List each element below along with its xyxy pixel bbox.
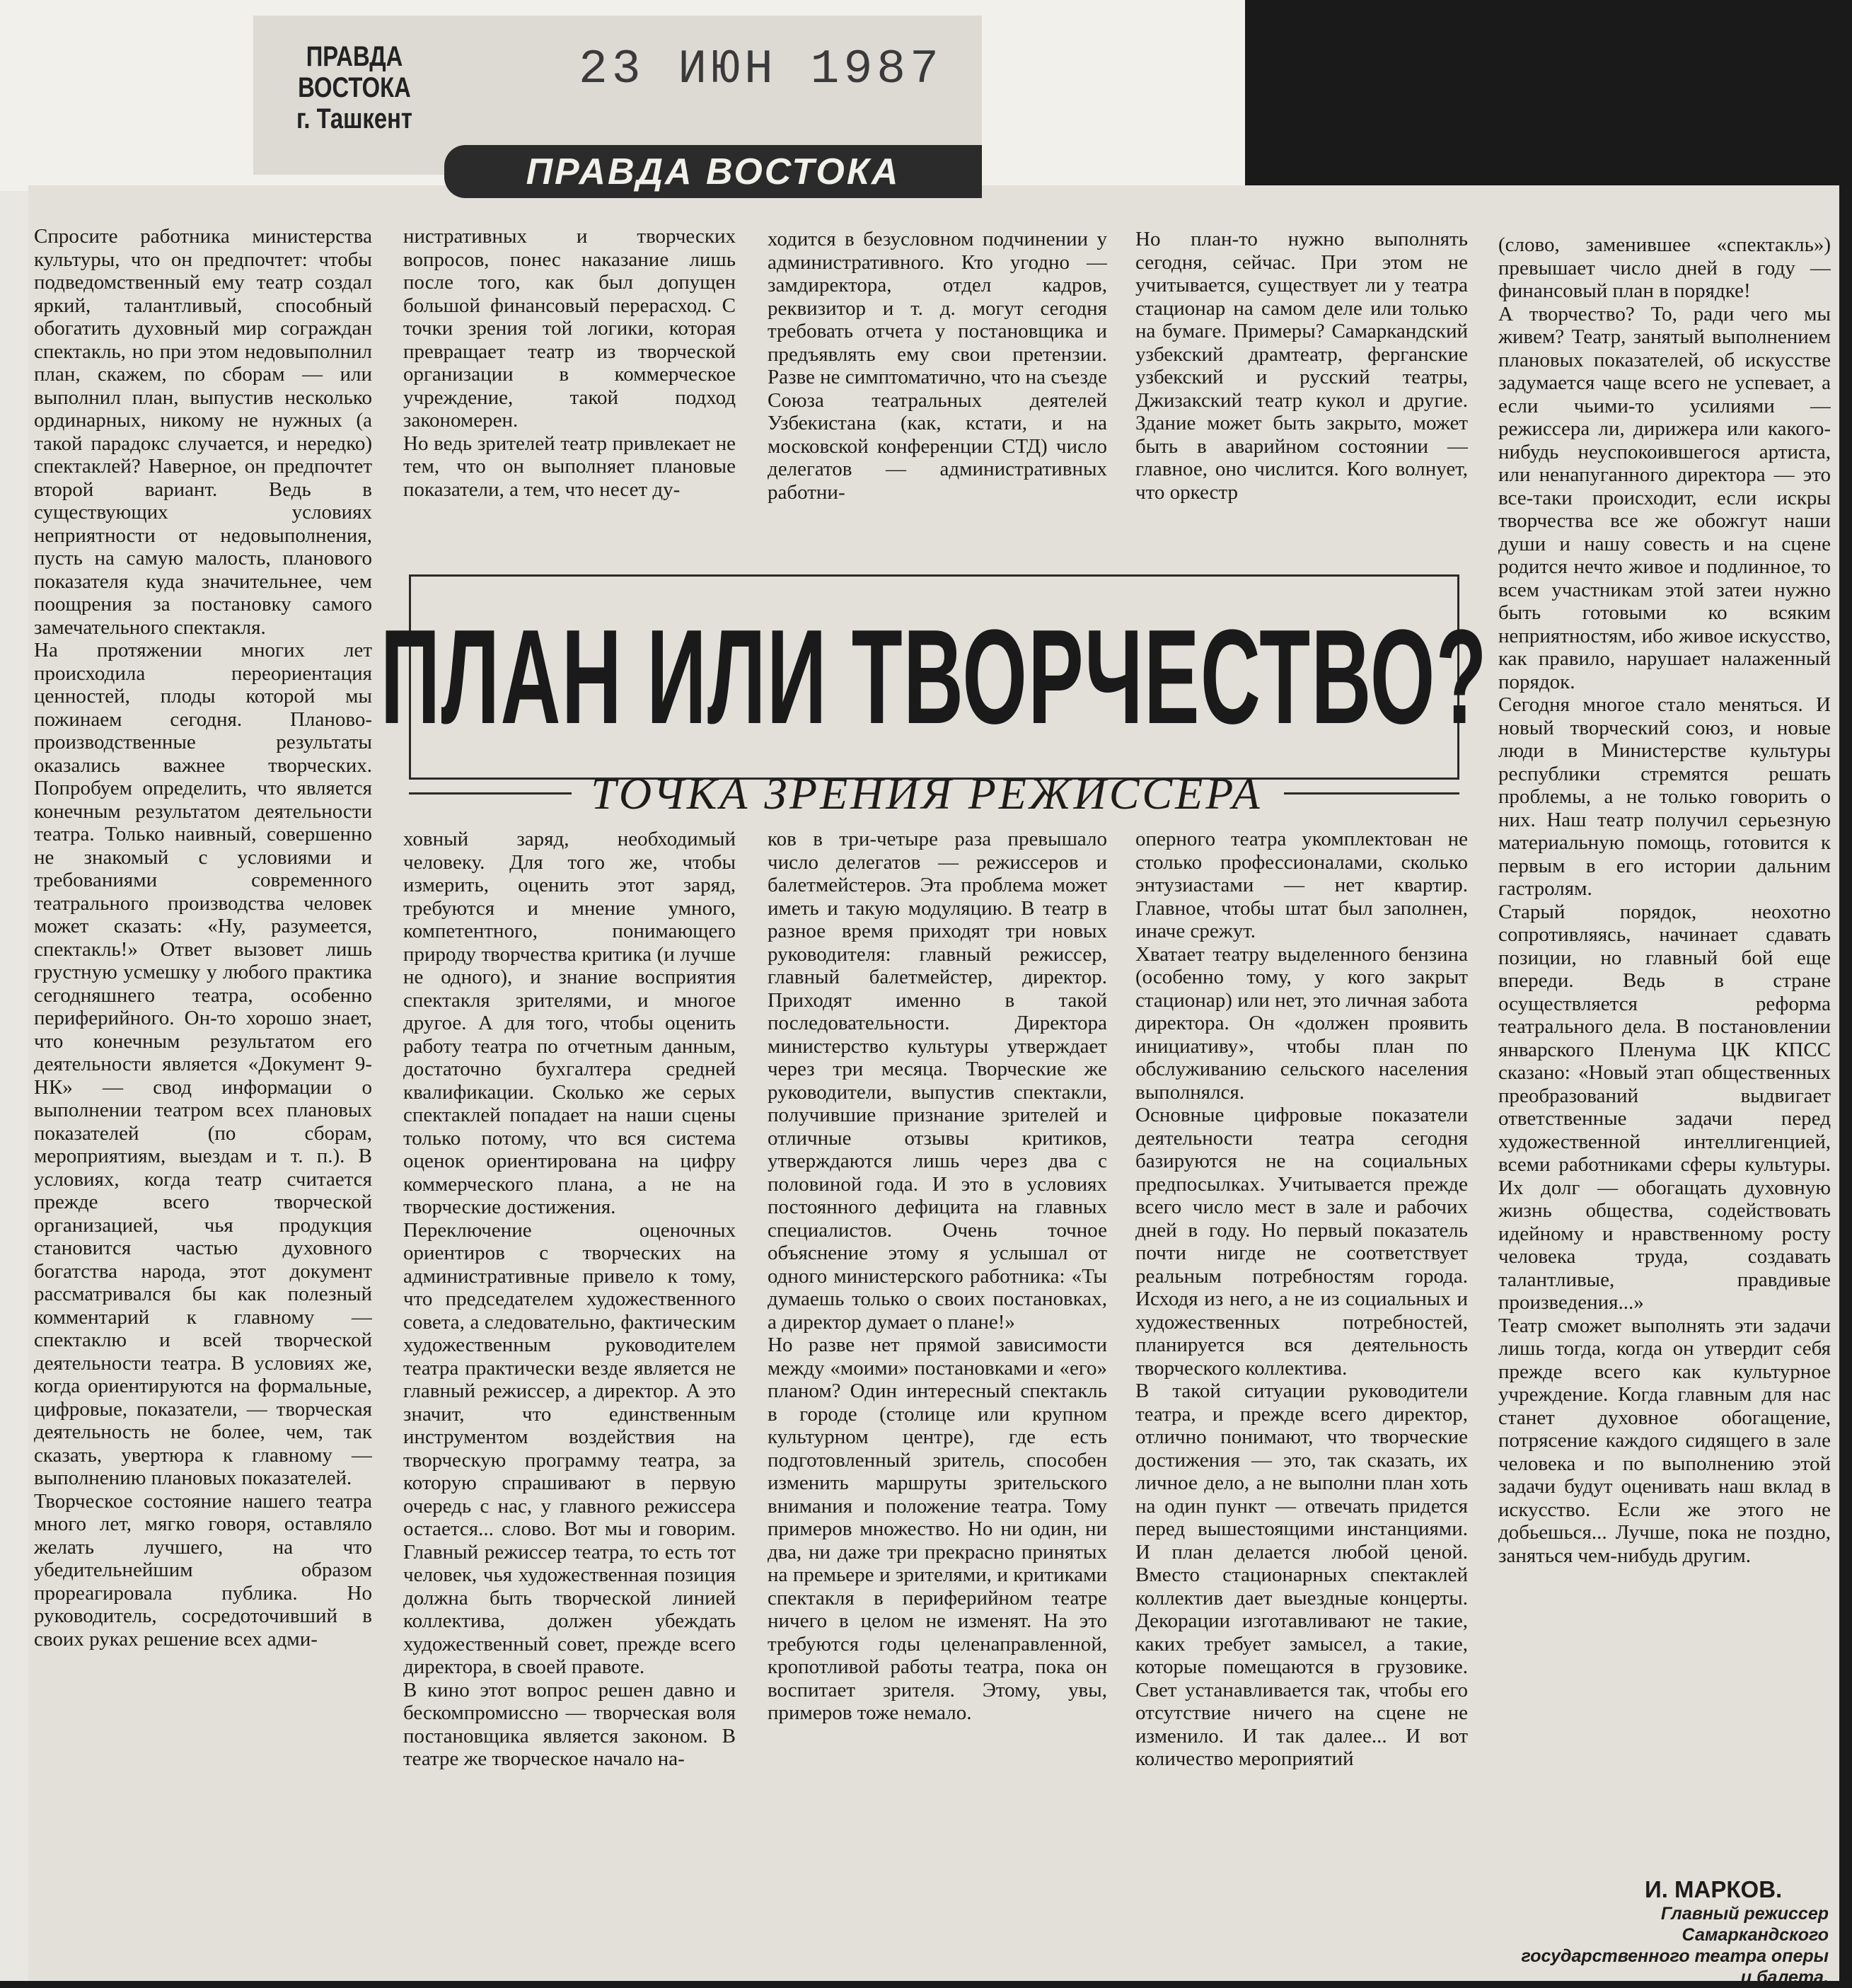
author-signature: И. МАРКОВ.: [1645, 1876, 1783, 1902]
label-publication: ПРАВДА ВОСТОКА г. Ташкент: [296, 41, 412, 134]
headline-frame: [380, 574, 1488, 780]
article-column-3: ходится в безусловном подчинении у административного. Кто угодно — замдиректора, отдел кадров, реквизитор и т. д. могут сегодня требовать отчета у постановщика и предъявлять ему свои претензии. Разве не симптоматично, что на съезде Союза театральных деятелей Узбекистана (как, кстати, и на московской конференции СТД) число делегатов — административных работни-: [768, 228, 1107, 504]
subheadline-rule-right: [1284, 792, 1459, 794]
newspaper-masthead: [444, 145, 982, 198]
headline: ПЛАН ИЛИ ТВОРЧЕСТВО?: [380, 602, 1488, 752]
article-column-6: ховный заряд, необходимый человеку. Для того же, чтобы измерить, оценить этот заряд, требуются и мнение умного, компетентного, понимающего природу творчества критика (и лучше не одного), и знание восприятия спектакля зрителями, и многое другое. А для того, чтобы оценить работу театра по отчетным данным, достаточно бухгалтера средней квалификации. Сколько же серых спектаклей попадает на наши сцены только потому, что вся система оценок ориентирована на цифру коммерческого плана, а не на творческие достижения. Переключение оценочных ориентиров с творческих на административные привело к тому, что председателем художественного совета, а следовательно, фактическим художественным руководителем театра практически везде является не главный режиссер, а директор. А это значит, что единственным инструментом воздействия на творческую программу театра, за которую спрашивают в первую очередь с нас, у главного режиссера остается... слово. Вот мы и говорим. Главный режиссер театра, то есть тот человек, чья художественная позиция должна быть творческой линией коллектива, должен убеждать художественный совет, прежде всего директора, в своей правоте. В кино этот вопрос решен давно и бескомпромиссно — творческая воля постановщика является законом. В театре же творческое начало на-: [403, 828, 736, 1770]
subheadline-rule-left: [409, 792, 572, 794]
subheadline: ТОЧКА ЗРЕНИЯ РЕЖИССЕРА: [591, 768, 1263, 819]
article-column-4: Но план-то нужно выполнять сегодня, сейчас. При этом не учитывается, существует ли у театра стационар на самом деле или только на бумаге. Примеры? Самаркандский узбекский драмтеатр, ферганские узбекский и русский театры, Джизакский театр кукол и другие. Здание может быть закрыто, может быть в аварийном состоянии — главное, оно числится. Кого волнует, что оркестр: [1135, 228, 1468, 504]
article-column-7: ков в три-четыре раза превышало число делегатов — режиссеров и балетмейстеров. Эта проблема может иметь и такую модуляцию. В театр в разное время приходят три новых руководителя: главный режиссер, главный балетмейстер, директор. Приходят именно в такой последовательности. Директора министерство культуры утверждает через три месяца. Творческие же руководители, выпустив спектакли, получившие признание зрителей и отличные отзывы критиков, утверждаются лишь через два с половиной года. И это в условиях постоянного дефицита на главных специалистов. Очень точное объяснение этому я услышал от одного министерского работника: «Ты думаешь только о своих постановках, а директор думает о плане!» Но разве нет прямой зависимости между «моими» постановками и «его» планом? Один интересный спектакль в городе (столице или крупном культурном центре), где есть подготовленный зритель, способен изменить маршруты зрительского внимания и положение театра. Тому примеров множество. Но ни один, ни два, ни даже три прекрасно принятых на премьере и зрителями, и критиками спектакля в периферийном театре ничего в целом не изменят. На это требуются годы целенаправленной, кропотливой работы театра, пока он воспитает зрителя. Этому, увы, примеров тоже немало.: [768, 828, 1107, 1724]
author-role: Главный режиссер Самаркандского государственного театра оперы и балета.: [1521, 1904, 1829, 1987]
page-background-strip: [0, 191, 28, 1981]
label-date-stamp: 23 ИЮН 1987: [579, 42, 943, 97]
article-column-5: (слово, заменившее «спектакль») превышает число дней в году — финансовый план в порядке! А творчество? То, ради чего мы живем? Театр, занятый выполнением плановых показателей, об искусстве задумается чаще всего не успевает, а если чьими-то усилиями — режиссера ли, дирижера или какого-нибудь неуспокоившегося артиста, или ненапуганного директора — это все-таки происходит, если искры творчества все же обожгут наши души и нашу совесть и на сцене родится нечто живое и подлинное, то всем участникам этой затеи нужно быть готовыми ко всяким неприятностям, ибо живое искусство, как правило, нарушает налаженный порядок. Сегодня многое стало меняться. И новый творческий союз, и новые люди в Министерстве культуры республики стремятся решать проблемы, а не только говорить о них. Наш театр получил серьезную материальную помощь, готовится к первым в его истории дальним гастролям. Старый порядок, неохотно сопротивляясь, начинает сдавать позиции, но главный бой еще впереди. Ведь в стране осуществляется реформа театрального дела. В постановлении январского Пленума ЦК КПСС сказано: «Новый этап общественных преобразований выдвигает ответственные задачи перед художественной интеллигенцией, всеми работниками сферы культуры. Их долг — обогащать духовную жизнь общества, содействовать идейному и нравственному росту человека труда, создавать талантливые, правдивые произведения...» Театр сможет выполнять эти задачи лишь тогда, когда он утвердит себя прежде всего как культурное учреждение. Когда главным для нас станет духовное обогащение, потрясение каждого сидящего в зале человека и по выполнению этой задачи будут оценивать наш вклад в искусство. Если же этого не добьешься... Лучше, пока не поздно, заняться чем-нибудь другим.: [1498, 233, 1831, 1567]
article-column-8: оперного театра укомплектован не столько профессионалами, сколько энтузиастами — нет квартир. Главное, чтобы штат был заполнен, иначе срежут. Хватает театру выделенного бензина (особенно тому, у кого закрыт стационар) или нет, это личная забота директора. Он «должен проявить инициативу», чтобы план по обслуживанию сельского населения выполнялся. Основные цифровые показатели деятельности театра сегодня базируются не на социальных предпосылках. Учитывается прежде всего число мест в зале и рабочих дней в году. Но первый показатель почти нигде не соответствует реальным потребностям города. Исходя из него, а не из социальных и художественных потребностей, планируется вся деятельность творческого коллектива. В такой ситуации руководители театра, и прежде всего директор, отлично понимают, что творческие достижения — это, так сказать, их личное дело, а не выполни план хоть на один пункт — отвечать придется перед вышестоящими инстанциями. И план делается любой ценой. Вместо стационарных спектаклей коллектив дает выездные концерты. Декорации изготавливают не такие, каких требует замысел, а такие, которые помещаются в грузовике. Свет устанавливается так, чтобы его отсутствие ничего на сцене не изменило. И так далее... И вот количество мероприятий: [1135, 828, 1468, 1770]
article-column-2: нистративных и творческих вопросов, понес наказание лишь после того, как был допущен большой финансовый перерасход. С точки зрения той логики, которая превращает театр из творческой организации в коммерческое учреждение, такой подход закономерен. Но ведь зрителей театр привлекает не тем, что он выполняет плановые показатели, а тем, что несет ду-: [403, 225, 736, 501]
masthead-text: ПРАВДА ВОСТОКА: [526, 151, 901, 192]
article-column-1: Спросите работника министерства культуры, что он предпочтет: чтобы подведомственный ему театр создал яркий, талантливый, способный обогатить духовный мир сограждан спектакль, но при этом недовыполнил план, скажем, по сборам — или выполнил план, выпустив несколько ординарных, никому не нужных (а такой парадокс случается, и нередко) спектаклей? Наверное, он предпочтет второй вариант. Ведь в существующих условиях неприятности от недовыполнения, пусть на самую малость, планового показателя куда значительнее, чем поощрения за постановку самого замечательного спектакля. На протяжении многих лет происходила переориентация ценностей, плоды которой мы пожинаем сегодня. Планово-производственные результаты оказались важнее творческих. Попробуем определить, что является конечным результатом деятельности театра. Только наивный, совершенно не знакомый с условиями и требованиями современного театрального производства человек может сказать: «Ну, разумеется, спектакль!» Ответ вызовет лишь грустную усмешку у любого практика сегодняшнего театра, особенно периферийного. Он-то хорошо знает, что конечным результатом его деятельности является «Документ 9-НК» — свод информации о выполнении театром всех плановых показателей (по сборам, мероприятиям, выездам и т. п.). В условиях, когда театр считается прежде всего творческой организацией, чья продукция становится частью духовного богатства народа, этот документ рассматривался бы как полезный комментарий к главному — спектаклю и всей творческой деятельности театра. В условиях же, когда ориентируются на формальные, цифровые, показатели, — творческая деятельность не более, чем, так сказать, увертюра к главному — выполнению плановых показателей. Творческое состояние нашего театра много лет, мягко говоря, оставляло желать лучшего, на что убедительнейшим образом прореагировала публика. Но руководитель, сосредоточивший в своих руках решение всех адми-: [34, 225, 372, 1651]
